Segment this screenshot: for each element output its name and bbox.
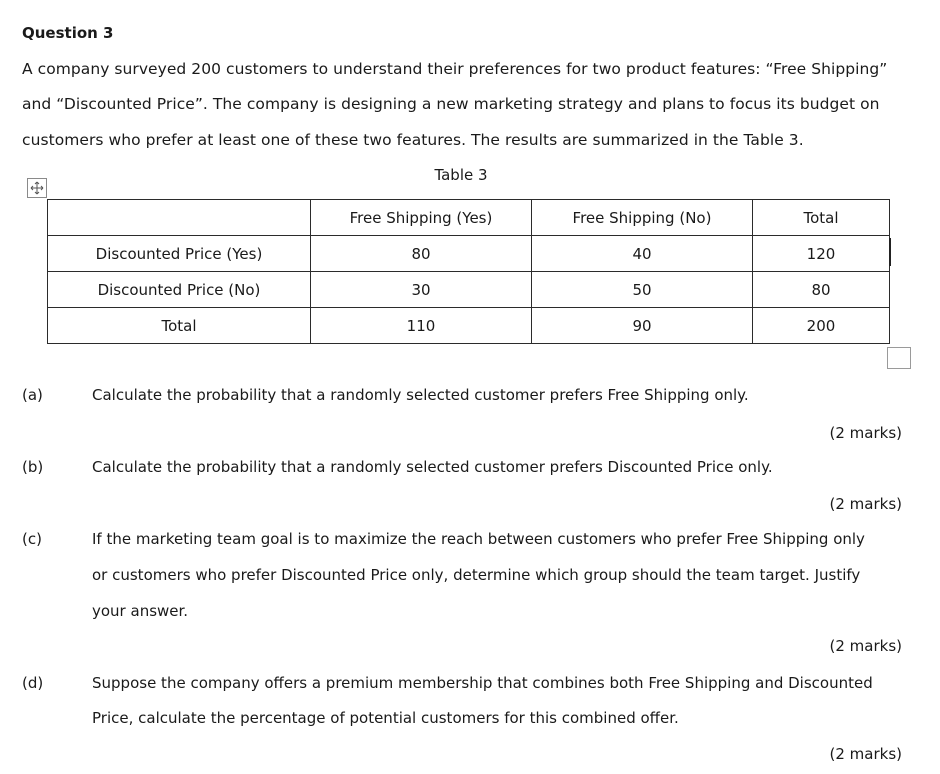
- table-cell: 90: [532, 308, 753, 344]
- table-cell: 40: [532, 236, 753, 272]
- table-caption: Table 3: [434, 166, 488, 184]
- header-cell: Free Shipping (Yes): [311, 200, 532, 236]
- part-b-marks: (2 marks): [829, 495, 902, 513]
- table-row: [48, 308, 890, 344]
- table-cell: 120: [753, 236, 890, 272]
- header-cell: [48, 200, 311, 236]
- text-cursor: [889, 238, 891, 266]
- table-row: [48, 272, 890, 308]
- part-c-label: (c): [22, 530, 42, 548]
- part-b-label: (b): [22, 458, 44, 476]
- table-cell: 80: [753, 272, 890, 308]
- header-cell: Total: [753, 200, 890, 236]
- part-d-text-line-1: Suppose the company offers a premium membership that combines both Free Shipping and Discounted: [92, 674, 873, 692]
- table-cell: 30: [311, 272, 532, 308]
- row-label-cell: Total: [48, 308, 311, 344]
- table-resize-handle[interactable]: [887, 347, 911, 369]
- table-cell: 80: [311, 236, 532, 272]
- part-c-text-line-1: If the marketing team goal is to maximize the reach between customers who prefer Free Shipping only: [92, 530, 865, 548]
- table-row: [48, 236, 890, 272]
- part-a-marks: (2 marks): [829, 424, 902, 442]
- part-c-text-line-3: your answer.: [92, 602, 189, 620]
- table-cell: 50: [532, 272, 753, 308]
- question-title: Question 3: [22, 24, 114, 42]
- part-a-text-line-1: Calculate the probability that a randomly selected customer prefers Free Shipping only.: [92, 386, 749, 404]
- intro-line-2: and “Discounted Price”. The company is designing a new marketing strategy and plans to focus its budget on: [22, 95, 880, 113]
- part-d-label: (d): [22, 674, 44, 692]
- table-move-handle[interactable]: [27, 178, 47, 198]
- part-d-text-line-2: Price, calculate the percentage of potential customers for this combined offer.: [92, 709, 679, 727]
- data-table: [47, 199, 890, 344]
- move-arrows-icon: [30, 181, 44, 195]
- intro-line-3: customers who prefer at least one of these two features. The results are summarized in the Table 3.: [22, 131, 804, 149]
- row-label-cell: Discounted Price (No): [48, 272, 311, 308]
- header-cell: Free Shipping (No): [532, 200, 753, 236]
- part-c-text-line-2: or customers who prefer Discounted Price only, determine which group should the team target. Justify: [92, 566, 861, 584]
- intro-line-1: A company surveyed 200 customers to understand their preferences for two product features: “Free Shipping”: [22, 60, 888, 78]
- part-a-label: (a): [22, 386, 43, 404]
- table-cell: 110: [311, 308, 532, 344]
- part-b-text-line-1: Calculate the probability that a randomly selected customer prefers Discounted Price only.: [92, 458, 773, 476]
- table-header-row: [48, 200, 890, 236]
- table-cell: 200: [753, 308, 890, 344]
- row-label-cell: Discounted Price (Yes): [48, 236, 311, 272]
- part-d-marks: (2 marks): [829, 745, 902, 763]
- part-c-marks: (2 marks): [829, 637, 902, 655]
